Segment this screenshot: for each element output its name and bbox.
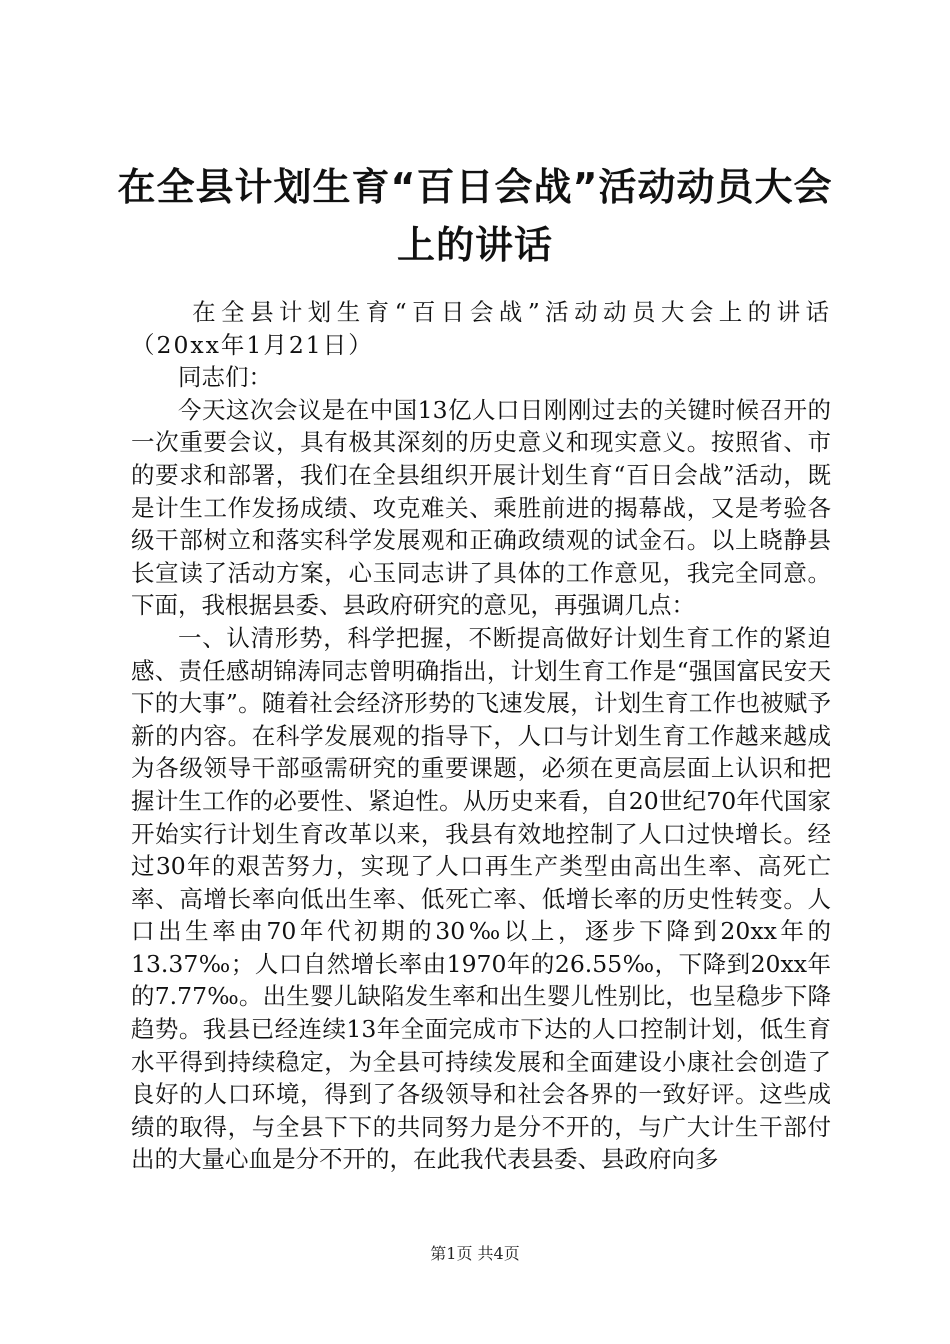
page-footer: 第1页 共4页 <box>430 1244 520 1263</box>
speech-subtitle: 在全县计划生育“百日会战”活动动员大会上的讲话（20xx年1月21日） <box>131 298 831 359</box>
salutation: 同志们： <box>178 363 272 392</box>
document-title: 在全县计划生育“百日会战”活动动员大会上的讲话 <box>117 165 833 267</box>
body-paragraph: 今天这次会议是在中国13亿人口日刚刚过去的关键时候召开的一次重要会议，具有极其深刻的历史意义和现实意义。按照省、市的要求和部署，我们在全县组织开展计划生育“百日会战”活动，既是计生工作发扬成绩、攻克难关、乘胜前进的揭幕战，又是考验各级干部树立和落实科学发展观和正确政绩观的试金石。以上晓静县长宣读了活动方案，心玉同志讲了具体的工作意见，我完全同意。下面，我根据县委、县政府研究的意见，再强调几点： <box>131 395 831 620</box>
body-paragraph: 一、认清形势，科学把握，不断提高做好计划生育工作的紧迫感、责任感胡锦涛同志曾明确指出，计划生育工作是“强国富民安天下的大事”。随着社会经济形势的飞速发展，计划生育工作也被赋予新的内容。在科学发展观的指导下，人口与计划生育工作越来越成为各级领导干部亟需研究的重要课题，必须在更高层面上认识和把握计生工作的必要性、紧迫性。从历史来看，自20世纪70年代国家开始实行计划生育改革以来，我县有效地控制了人口过快增长。经过30年的艰苦努力，实现了人口再生产类型由高出生率、高死亡率、高增长率向低出生率、低死亡率、低增长率的历史性转变。人口出生率由70年代初期的30‰以上，逐步下降到20xx年的13.37‰；人口自然增长率由1970年的26.55‰，下降到20xx年的7.77‰。出生婴儿缺陷发生率和出生婴儿性别比，也呈稳步下降趋势。我县已经连续13年全面完成市下达的人口控制计划，低生育水平得到持续稳定，为全县可持续发展和全面建设小康社会创造了良好的人口环境，得到了各级领导和社会各界的一致好评。这些成绩的取得，与全县下下的共同努力是分不开的，与广大计生干部付出的大量心血是分不开的，在此我代表县委、县政府向多 <box>131 623 831 1174</box>
document-body <box>131 296 831 1176</box>
